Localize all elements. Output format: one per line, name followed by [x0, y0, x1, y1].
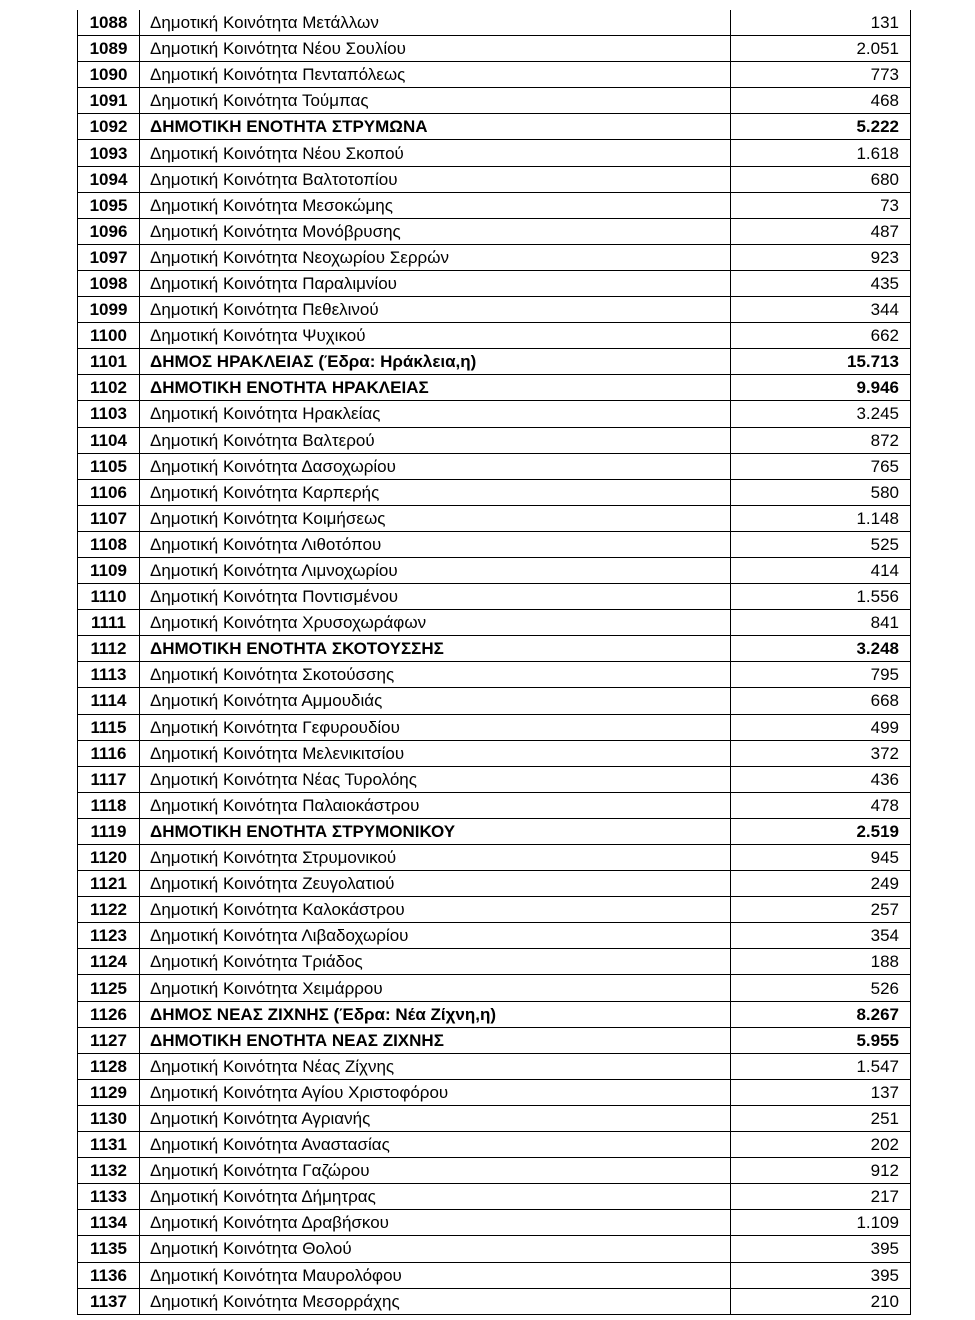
table-row [78, 166, 911, 192]
population-value-cell: 1.618 [731, 140, 911, 166]
area-name-cell: Δημοτική Κοινότητα Θολού [140, 1236, 731, 1262]
area-name-cell: Δημοτική Κοινότητα Ηρακλείας [140, 401, 731, 427]
table-row [78, 349, 911, 375]
population-value-cell: 680 [731, 166, 911, 192]
area-name-cell: Δημοτική Κοινότητα Μονόβρυσης [140, 218, 731, 244]
row-number-cell: 1099 [78, 297, 140, 323]
area-name-cell: Δημοτική Κοινότητα Νέου Σουλίου [140, 36, 731, 62]
row-number-cell: 1134 [78, 1210, 140, 1236]
row-number-cell: 1098 [78, 270, 140, 296]
area-name-cell: ΔΗΜΟΣ ΝΕΑΣ ΖΙΧΝΗΣ (Έδρα: Νέα Ζίχνη,η) [140, 1001, 731, 1027]
row-number-cell: 1112 [78, 636, 140, 662]
population-value-cell: 580 [731, 479, 911, 505]
table-row [78, 62, 911, 88]
row-number-cell: 1113 [78, 662, 140, 688]
table-row [78, 88, 911, 114]
population-value-cell: 202 [731, 1132, 911, 1158]
row-number-cell: 1125 [78, 975, 140, 1001]
table-row [78, 740, 911, 766]
row-number-cell: 1096 [78, 218, 140, 244]
row-number-cell: 1111 [78, 610, 140, 636]
row-number-cell: 1116 [78, 740, 140, 766]
table-row [78, 1001, 911, 1027]
row-number-cell: 1089 [78, 36, 140, 62]
area-name-cell: Δημοτική Κοινότητα Χρυσοχωράφων [140, 610, 731, 636]
table-row [78, 975, 911, 1001]
row-number-cell: 1104 [78, 427, 140, 453]
area-name-cell: ΔΗΜΟΤΙΚΗ ΕΝΟΤΗΤΑ ΗΡΑΚΛΕΙΑΣ [140, 375, 731, 401]
table-row [78, 714, 911, 740]
population-value-cell: 923 [731, 244, 911, 270]
population-value-cell: 841 [731, 610, 911, 636]
population-value-cell: 526 [731, 975, 911, 1001]
table-row [78, 766, 911, 792]
table-row [78, 1210, 911, 1236]
population-value-cell: 210 [731, 1288, 911, 1314]
row-number-cell: 1091 [78, 88, 140, 114]
table-row [78, 1079, 911, 1105]
table-row [78, 218, 911, 244]
table-row [78, 1184, 911, 1210]
row-number-cell: 1124 [78, 949, 140, 975]
row-number-cell: 1088 [78, 10, 140, 36]
row-number-cell: 1101 [78, 349, 140, 375]
row-number-cell: 1102 [78, 375, 140, 401]
population-table [77, 10, 911, 1315]
population-value-cell: 137 [731, 1079, 911, 1105]
row-number-cell: 1123 [78, 923, 140, 949]
row-number-cell: 1127 [78, 1027, 140, 1053]
population-value-cell: 2.519 [731, 818, 911, 844]
table-row [78, 375, 911, 401]
area-name-cell: Δημοτική Κοινότητα Μελενικιτσίου [140, 740, 731, 766]
table-row [78, 792, 911, 818]
population-value-cell: 354 [731, 923, 911, 949]
table-row [78, 427, 911, 453]
population-value-cell: 525 [731, 531, 911, 557]
area-name-cell: Δημοτική Κοινότητα Δραβήσκου [140, 1210, 731, 1236]
population-value-cell: 372 [731, 740, 911, 766]
area-name-cell: Δημοτική Κοινότητα Ψυχικού [140, 323, 731, 349]
area-name-cell: Δημοτική Κοινότητα Νέου Σκοπού [140, 140, 731, 166]
area-name-cell: Δημοτική Κοινότητα Γαζώρου [140, 1158, 731, 1184]
population-value-cell: 344 [731, 297, 911, 323]
row-number-cell: 1120 [78, 845, 140, 871]
table-row [78, 923, 911, 949]
table-row [78, 10, 911, 36]
row-number-cell: 1133 [78, 1184, 140, 1210]
row-number-cell: 1136 [78, 1262, 140, 1288]
population-value-cell: 251 [731, 1105, 911, 1131]
row-number-cell: 1090 [78, 62, 140, 88]
area-name-cell: Δημοτική Κοινότητα Μεσοκώμης [140, 192, 731, 218]
table-row [78, 1236, 911, 1262]
population-value-cell: 73 [731, 192, 911, 218]
area-name-cell: Δημοτική Κοινότητα Μαυρολόφου [140, 1262, 731, 1288]
area-name-cell: Δημοτική Κοινότητα Ποντισμένου [140, 584, 731, 610]
table-row [78, 270, 911, 296]
population-value-cell: 9.946 [731, 375, 911, 401]
population-value-cell: 5.955 [731, 1027, 911, 1053]
row-number-cell: 1119 [78, 818, 140, 844]
table-row [78, 871, 911, 897]
population-value-cell: 912 [731, 1158, 911, 1184]
table-row [78, 688, 911, 714]
table-row [78, 505, 911, 531]
area-name-cell: Δημοτική Κοινότητα Καλοκάστρου [140, 897, 731, 923]
population-value-cell: 765 [731, 453, 911, 479]
population-value-cell: 395 [731, 1236, 911, 1262]
row-number-cell: 1118 [78, 792, 140, 818]
population-value-cell: 131 [731, 10, 911, 36]
population-value-cell: 414 [731, 557, 911, 583]
row-number-cell: 1115 [78, 714, 140, 740]
area-name-cell: Δημοτική Κοινότητα Νέας Ζίχνης [140, 1053, 731, 1079]
row-number-cell: 1132 [78, 1158, 140, 1184]
population-value-cell: 662 [731, 323, 911, 349]
area-name-cell: Δημοτική Κοινότητα Μεσορράχης [140, 1288, 731, 1314]
table-row [78, 244, 911, 270]
row-number-cell: 1131 [78, 1132, 140, 1158]
table-row [78, 114, 911, 140]
table-row [78, 1027, 911, 1053]
area-name-cell: Δημοτική Κοινότητα Τούμπας [140, 88, 731, 114]
population-value-cell: 395 [731, 1262, 911, 1288]
population-value-cell: 668 [731, 688, 911, 714]
row-number-cell: 1107 [78, 505, 140, 531]
table-row [78, 192, 911, 218]
table-row [78, 610, 911, 636]
table-row [78, 297, 911, 323]
population-value-cell: 436 [731, 766, 911, 792]
table-row [78, 1132, 911, 1158]
population-value-cell: 257 [731, 897, 911, 923]
area-name-cell: ΔΗΜΟΤΙΚΗ ΕΝΟΤΗΤΑ ΣΚΟΤΟΥΣΣΗΣ [140, 636, 731, 662]
area-name-cell: Δημοτική Κοινότητα Δήμητρας [140, 1184, 731, 1210]
area-name-cell: Δημοτική Κοινότητα Παλαιοκάστρου [140, 792, 731, 818]
table-row [78, 897, 911, 923]
population-value-cell: 435 [731, 270, 911, 296]
population-value-cell: 1.556 [731, 584, 911, 610]
area-name-cell: Δημοτική Κοινότητα Κοιμήσεως [140, 505, 731, 531]
table-row [78, 557, 911, 583]
area-name-cell: Δημοτική Κοινότητα Σκοτούσσης [140, 662, 731, 688]
population-value-cell: 8.267 [731, 1001, 911, 1027]
area-name-cell: ΔΗΜΟΤΙΚΗ ΕΝΟΤΗΤΑ ΝΕΑΣ ΖΙΧΝΗΣ [140, 1027, 731, 1053]
area-name-cell: Δημοτική Κοινότητα Λιθοτόπου [140, 531, 731, 557]
area-name-cell: Δημοτική Κοινότητα Καρπερής [140, 479, 731, 505]
row-number-cell: 1121 [78, 871, 140, 897]
row-number-cell: 1103 [78, 401, 140, 427]
area-name-cell: ΔΗΜΟΤΙΚΗ ΕΝΟΤΗΤΑ ΣΤΡΥΜΟΝΙΚΟΥ [140, 818, 731, 844]
row-number-cell: 1129 [78, 1079, 140, 1105]
table-row [78, 1053, 911, 1079]
area-name-cell: Δημοτική Κοινότητα Νεοχωρίου Σερρών [140, 244, 731, 270]
row-number-cell: 1135 [78, 1236, 140, 1262]
population-value-cell: 15.713 [731, 349, 911, 375]
area-name-cell: Δημοτική Κοινότητα Ζευγολατιού [140, 871, 731, 897]
table-row [78, 453, 911, 479]
table-row [78, 531, 911, 557]
area-name-cell: Δημοτική Κοινότητα Αγριανής [140, 1105, 731, 1131]
table-row [78, 479, 911, 505]
population-value-cell: 773 [731, 62, 911, 88]
area-name-cell: Δημοτική Κοινότητα Στρυμονικού [140, 845, 731, 871]
area-name-cell: Δημοτική Κοινότητα Τριάδος [140, 949, 731, 975]
area-name-cell: Δημοτική Κοινότητα Αμμουδιάς [140, 688, 731, 714]
population-value-cell: 5.222 [731, 114, 911, 140]
area-name-cell: Δημοτική Κοινότητα Βαλτοτοπίου [140, 166, 731, 192]
population-value-cell: 249 [731, 871, 911, 897]
area-name-cell: Δημοτική Κοινότητα Παραλιμνίου [140, 270, 731, 296]
row-number-cell: 1117 [78, 766, 140, 792]
row-number-cell: 1109 [78, 557, 140, 583]
table-row [78, 1105, 911, 1131]
population-value-cell: 487 [731, 218, 911, 244]
row-number-cell: 1106 [78, 479, 140, 505]
area-name-cell: Δημοτική Κοινότητα Νέας Τυρολόης [140, 766, 731, 792]
row-number-cell: 1095 [78, 192, 140, 218]
area-name-cell: Δημοτική Κοινότητα Αγίου Χριστοφόρου [140, 1079, 731, 1105]
population-value-cell: 872 [731, 427, 911, 453]
table-row [78, 140, 911, 166]
table-row [78, 323, 911, 349]
population-value-cell: 3.248 [731, 636, 911, 662]
area-name-cell: Δημοτική Κοινότητα Δασοχωρίου [140, 453, 731, 479]
row-number-cell: 1130 [78, 1105, 140, 1131]
table-body [78, 10, 911, 1314]
table-row [78, 584, 911, 610]
population-value-cell: 2.051 [731, 36, 911, 62]
area-name-cell: Δημοτική Κοινότητα Αναστασίας [140, 1132, 731, 1158]
row-number-cell: 1110 [78, 584, 140, 610]
population-value-cell: 1.109 [731, 1210, 911, 1236]
table-row [78, 636, 911, 662]
area-name-cell: Δημοτική Κοινότητα Μετάλλων [140, 10, 731, 36]
table-row [78, 845, 911, 871]
table-row [78, 1262, 911, 1288]
population-value-cell: 1.148 [731, 505, 911, 531]
row-number-cell: 1094 [78, 166, 140, 192]
area-name-cell: Δημοτική Κοινότητα Πενταπόλεως [140, 62, 731, 88]
row-number-cell: 1137 [78, 1288, 140, 1314]
row-number-cell: 1093 [78, 140, 140, 166]
area-name-cell: Δημοτική Κοινότητα Λιβαδοχωρίου [140, 923, 731, 949]
row-number-cell: 1126 [78, 1001, 140, 1027]
population-value-cell: 478 [731, 792, 911, 818]
population-value-cell: 945 [731, 845, 911, 871]
area-name-cell: Δημοτική Κοινότητα Βαλτερού [140, 427, 731, 453]
row-number-cell: 1128 [78, 1053, 140, 1079]
row-number-cell: 1100 [78, 323, 140, 349]
area-name-cell: Δημοτική Κοινότητα Γεφυρουδίου [140, 714, 731, 740]
population-value-cell: 3.245 [731, 401, 911, 427]
area-name-cell: ΔΗΜΟΤΙΚΗ ΕΝΟΤΗΤΑ ΣΤΡΥΜΩΝΑ [140, 114, 731, 140]
table-row [78, 662, 911, 688]
area-name-cell: Δημοτική Κοινότητα Πεθελινού [140, 297, 731, 323]
row-number-cell: 1122 [78, 897, 140, 923]
population-value-cell: 217 [731, 1184, 911, 1210]
row-number-cell: 1097 [78, 244, 140, 270]
area-name-cell: ΔΗΜΟΣ ΗΡΑΚΛΕΙΑΣ (Έδρα: Ηράκλεια,η) [140, 349, 731, 375]
table-row [78, 1288, 911, 1314]
row-number-cell: 1114 [78, 688, 140, 714]
area-name-cell: Δημοτική Κοινότητα Χειμάρρου [140, 975, 731, 1001]
table-row [78, 949, 911, 975]
table-row [78, 1158, 911, 1184]
table-row [78, 36, 911, 62]
row-number-cell: 1105 [78, 453, 140, 479]
population-value-cell: 188 [731, 949, 911, 975]
population-value-cell: 499 [731, 714, 911, 740]
table-row [78, 818, 911, 844]
table-row [78, 401, 911, 427]
population-value-cell: 468 [731, 88, 911, 114]
row-number-cell: 1108 [78, 531, 140, 557]
row-number-cell: 1092 [78, 114, 140, 140]
population-value-cell: 1.547 [731, 1053, 911, 1079]
area-name-cell: Δημοτική Κοινότητα Λιμνοχωρίου [140, 557, 731, 583]
population-value-cell: 795 [731, 662, 911, 688]
